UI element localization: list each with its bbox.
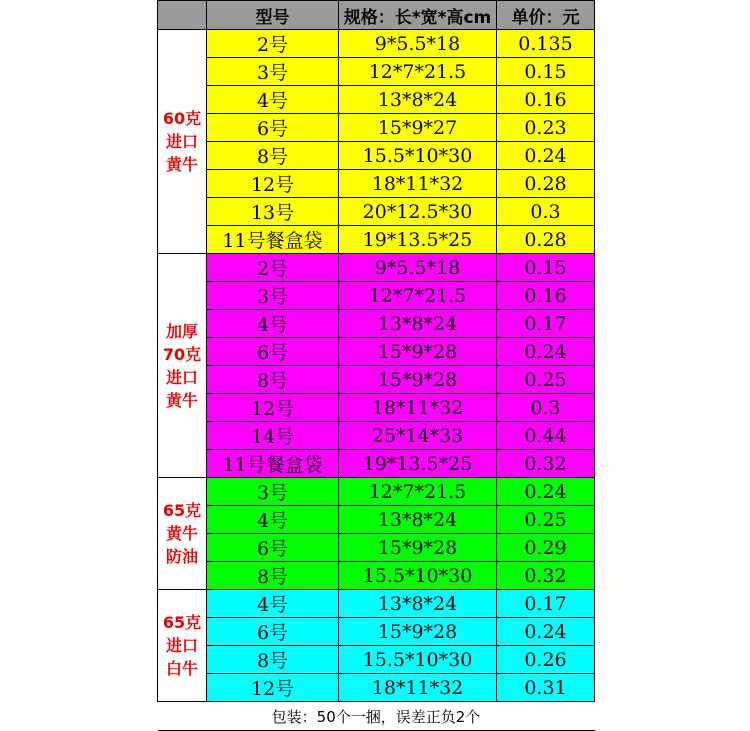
table-row	[158, 86, 595, 114]
group-label-line: 加厚	[165, 321, 198, 341]
price-cell: 0.23	[497, 114, 595, 142]
size-cell: 15.5*10*30	[339, 142, 497, 170]
table-row	[158, 394, 595, 422]
group-label-line: 65克	[162, 501, 202, 520]
model-cell: 8号	[207, 562, 339, 590]
group-label-line: 65克	[162, 613, 202, 632]
table-row	[158, 674, 595, 702]
size-cell: 18*11*32	[339, 674, 497, 702]
model-cell: 4号	[207, 310, 339, 338]
table-row	[158, 534, 595, 562]
table-row	[158, 590, 595, 618]
table-row	[158, 562, 595, 590]
size-cell: 15*9*28	[339, 366, 497, 394]
model-cell: 8号	[207, 142, 339, 170]
table-row	[158, 618, 595, 646]
header-price: 单价：元	[497, 1, 595, 30]
model-cell: 14号	[207, 422, 339, 450]
price-cell: 0.25	[497, 366, 595, 394]
size-cell: 20*12.5*30	[339, 198, 497, 226]
price-table-container	[157, 0, 595, 731]
price-cell: 0.17	[497, 310, 595, 338]
model-cell: 3号	[207, 58, 339, 86]
size-cell: 15*9*28	[339, 618, 497, 646]
table-row	[158, 142, 595, 170]
group-label	[158, 478, 207, 590]
table-row	[158, 30, 595, 58]
table-row	[158, 506, 595, 534]
price-cell: 0.24	[497, 478, 595, 506]
price-cell: 0.24	[497, 338, 595, 366]
model-cell: 2号	[207, 254, 339, 282]
table-row	[158, 478, 595, 506]
model-cell: 4号	[207, 590, 339, 618]
price-cell: 0.16	[497, 282, 595, 310]
group-label-line: 防油	[165, 547, 198, 566]
size-cell: 15*9*27	[339, 114, 497, 142]
footer-row	[158, 702, 595, 731]
group-label	[158, 254, 207, 478]
price-cell: 0.26	[497, 646, 595, 674]
size-cell: 13*8*24	[339, 86, 497, 114]
price-cell: 0.28	[497, 226, 595, 254]
price-cell: 0.44	[497, 422, 595, 450]
table-row	[158, 450, 595, 478]
group-label-line: 进口	[165, 132, 198, 151]
price-cell: 0.15	[497, 254, 595, 282]
table-row	[158, 282, 595, 310]
size-cell: 15*9*28	[339, 338, 497, 366]
size-cell: 12*7*21.5	[339, 58, 497, 86]
size-cell: 15.5*10*30	[339, 562, 497, 590]
table-row	[158, 310, 595, 338]
model-cell: 3号	[207, 282, 339, 310]
group-label-line: 黄牛	[165, 155, 198, 174]
table-row	[158, 422, 595, 450]
price-cell: 0.3	[497, 198, 595, 226]
table-row	[158, 114, 595, 142]
model-cell: 4号	[207, 506, 339, 534]
price-cell: 0.24	[497, 142, 595, 170]
price-cell: 0.29	[497, 534, 595, 562]
header-size: 规格：长*宽*高cm	[339, 1, 497, 30]
table-row	[158, 170, 595, 198]
price-cell: 0.135	[497, 30, 595, 58]
group-label-line: 进口	[165, 636, 198, 655]
size-cell: 18*11*32	[339, 170, 497, 198]
table-row	[158, 646, 595, 674]
size-cell: 15.5*10*30	[339, 646, 497, 674]
group-label-line: 60克	[162, 109, 202, 128]
table-body	[158, 30, 595, 702]
model-cell: 8号	[207, 646, 339, 674]
price-cell: 0.3	[497, 394, 595, 422]
price-cell: 0.16	[497, 86, 595, 114]
group-label-line: 黄牛	[165, 390, 198, 410]
group-label	[158, 590, 207, 702]
model-cell: 11号餐盒袋	[207, 450, 339, 478]
size-cell: 12*7*21.5	[339, 282, 497, 310]
price-cell: 0.32	[497, 450, 595, 478]
table-row	[158, 58, 595, 86]
model-cell: 8号	[207, 366, 339, 394]
table-row	[158, 198, 595, 226]
price-table	[157, 0, 595, 731]
model-cell: 6号	[207, 338, 339, 366]
size-cell: 19*13.5*25	[339, 450, 497, 478]
size-cell: 9*5.5*18	[339, 254, 497, 282]
price-cell: 0.31	[497, 674, 595, 702]
header-category	[158, 1, 207, 30]
group-label-line: 进口	[165, 367, 198, 387]
table-row	[158, 366, 595, 394]
header-model: 型号	[207, 1, 339, 30]
model-cell: 6号	[207, 114, 339, 142]
model-cell: 4号	[207, 86, 339, 114]
model-cell: 2号	[207, 30, 339, 58]
table-row	[158, 254, 595, 282]
size-cell: 12*7*21.5	[339, 478, 497, 506]
size-cell: 25*14*33	[339, 422, 497, 450]
size-cell: 13*8*24	[339, 590, 497, 618]
price-cell: 0.28	[497, 170, 595, 198]
model-cell: 6号	[207, 534, 339, 562]
group-label-line: 70克	[162, 344, 202, 364]
price-cell: 0.17	[497, 590, 595, 618]
group-label-line: 白牛	[165, 659, 198, 678]
model-cell: 12号	[207, 674, 339, 702]
size-cell: 15*9*28	[339, 534, 497, 562]
size-cell: 19*13.5*25	[339, 226, 497, 254]
model-cell: 11号餐盒袋	[207, 226, 339, 254]
model-cell: 6号	[207, 618, 339, 646]
model-cell: 13号	[207, 198, 339, 226]
price-cell: 0.15	[497, 58, 595, 86]
table-header-row	[158, 1, 595, 30]
model-cell: 3号	[207, 478, 339, 506]
model-cell: 12号	[207, 394, 339, 422]
table-row	[158, 226, 595, 254]
size-cell: 9*5.5*18	[339, 30, 497, 58]
size-cell: 13*8*24	[339, 310, 497, 338]
model-cell: 12号	[207, 170, 339, 198]
group-label-line: 黄牛	[165, 524, 198, 543]
price-cell: 0.25	[497, 506, 595, 534]
size-cell: 18*11*32	[339, 394, 497, 422]
group-label	[158, 30, 207, 254]
price-cell: 0.32	[497, 562, 595, 590]
price-cell: 0.24	[497, 618, 595, 646]
size-cell: 13*8*24	[339, 506, 497, 534]
packaging-note: 包装：50个一捆，误差正负2个	[158, 702, 595, 731]
table-row	[158, 338, 595, 366]
